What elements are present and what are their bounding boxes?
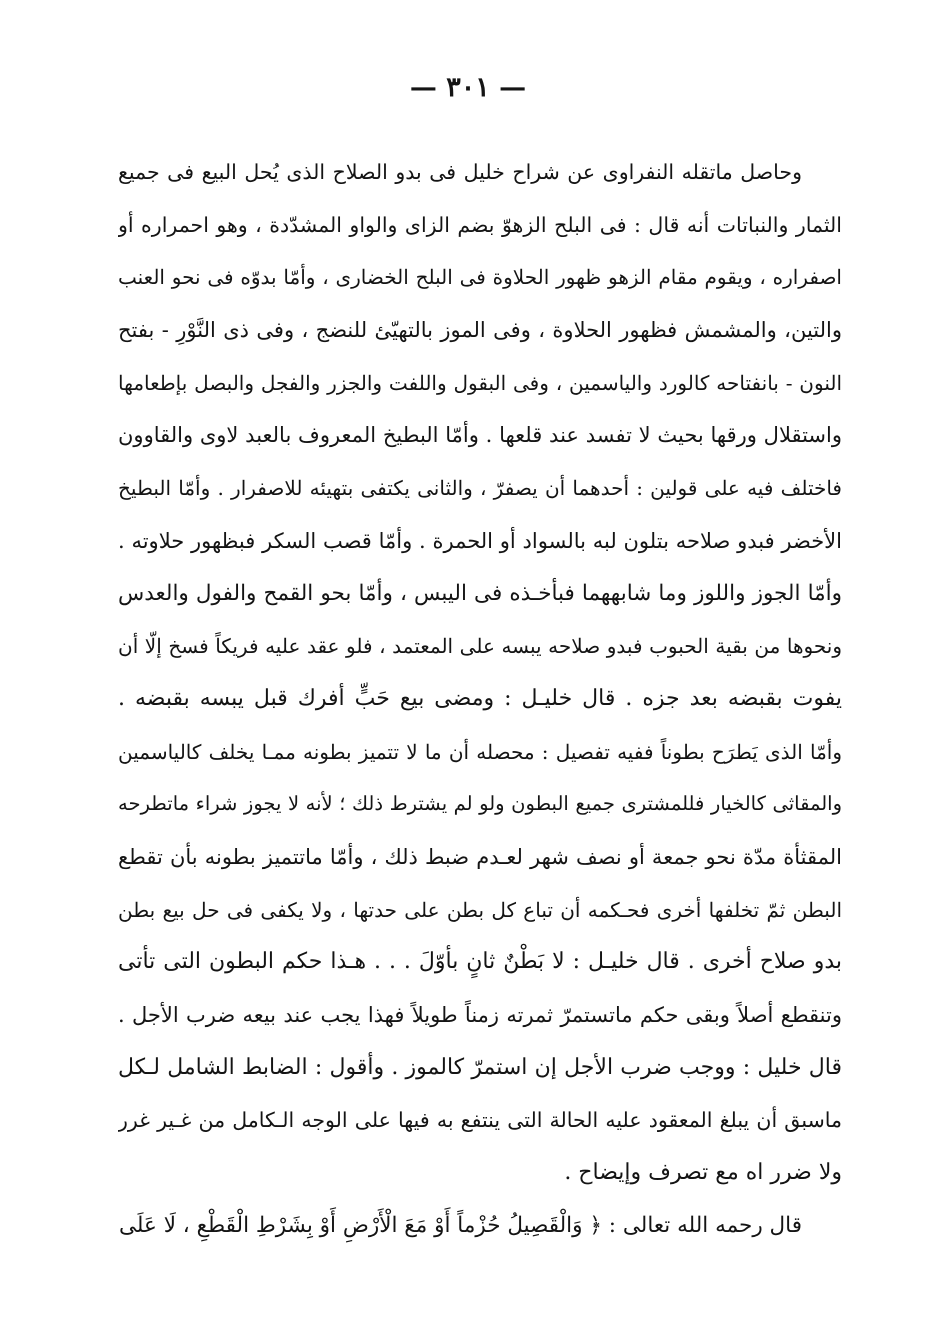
text-line: وحاصل ماتقله النفراوى عن شراح خليل فى بدو الصلاح الذى يُحل البيع فى جميع (118, 160, 802, 184)
text-line: اصفراره ، ويقوم مقام الزهو ظهور الحلاوة فى البلح الخضارى ، وأمّا بدوّه فى نحو العنب (118, 265, 842, 290)
text-line: بدو صلاح أخرى . قال خليـل : لا بَطْنٌ ثانٍ بأوّلَ . . . هـذا حكم البطون التى تأتى (118, 949, 842, 975)
text-line: واستقلال ورقها بحيث لا تفسد عند قلعها . وأمّا البطيخ المعروف بالعبد لاوى والقاوون (118, 423, 842, 448)
text-line-quran-quote: قال رحمه الله تعالى : ﴿ وَالْقَصِيلُ حُزْماً أَوْ مَعَ الْأَرْضِ أَوْ بِشَرْطِ الْقَطْعِ ، لَا عَلَى (119, 1212, 802, 1238)
text-line: ماسبق أن يبلغ المعقود عليه الحالة التى ينتفع به فيها على الوجه الـكامل من غـير غرر (118, 1108, 842, 1133)
text-line-paragraph-end: ولا ضرر اه مع تصرف وإيضاح . (564, 1160, 842, 1186)
text-line: والتين، والمشمش فظهور الحلاوة ، وفى الموز بالتهيّئ للنضج ، وفى ذى النَّوْرِ - بفتح (118, 318, 842, 343)
page-number: — ٣٠١ — (409, 72, 527, 103)
page-body (118, 146, 842, 1252)
text-line: ونحوها من بقية الحبوب فبدو صلاحه يبسه على المعتمد ، فلو عقد عليه فريكاً فسخ إلّا أن (118, 634, 842, 659)
text-line: المقثأة مدّة نحو جمعة أو نصف شهر لعـدم ضبط ذلك ، وأمّا ماتتميز بطونه بأن تقطع (118, 844, 842, 869)
text-line: الأخضر فبدو صلاحه بتلون لبه بالسواد أو الحمرة . وأمّا قصب السكر فبظهور حلاوته . (118, 528, 842, 553)
text-line: البطن ثمّ تخلفها أخرى فحـكمه أن تباع كل بطن على حدتها ، ولا يكفى فى حل بيع بطن (118, 897, 842, 922)
text-line: يفوت بقبضه بعد جزه . قال خليـل : ومضى بيع حَبٍّ أفرك قبل يبسه بقبضه . (118, 685, 842, 711)
text-line: الثمار والنباتات أنه قال : فى البلح الزهوّ بضم الزاى والواو المشدّدة ، وهو احمراره أو (118, 212, 842, 237)
text-line: النون - بانفتاحه كالورد والياسمين ، وفى البقول واللفت والجزر والفجل والبصل بإطعامها (118, 370, 842, 395)
text-line: قال خليل : ووجب ضرب الأجل إن استمرّ كالموز . وأقول : الضابط الشامل لـكل (118, 1054, 842, 1080)
text-line: وتنقطع أصلاً وبقى حكم ماتستمرّ ثمرته زمناً طويلاً فهذا يجب عند بيعه ضرب الأجل . (118, 1003, 842, 1027)
text-line: وأمّا الذى يَطرَح بطوناً ففيه تفصيل : محصله أن ما لا تتميز بطونه ممـا يخلف كالياسمين (118, 739, 842, 764)
text-line: وأمّا الجوز واللوز وما شابههما فبأخـذه فى اليبس ، وأمّا بحو القمح والفول والعدس (118, 580, 842, 606)
text-line: والمقاثى كالخيار فللمشترى جميع البطون ولو لم يشترط ذلك ؛ لأنه لا يجوز شراء ماتطرحه (118, 792, 842, 816)
text-line: فاختلف فيه على قولين : أحدهما أن يصفرّ ، والثانى يكتفى بتهيئه للاصفرار . وأمّا البطيخ (118, 476, 842, 501)
